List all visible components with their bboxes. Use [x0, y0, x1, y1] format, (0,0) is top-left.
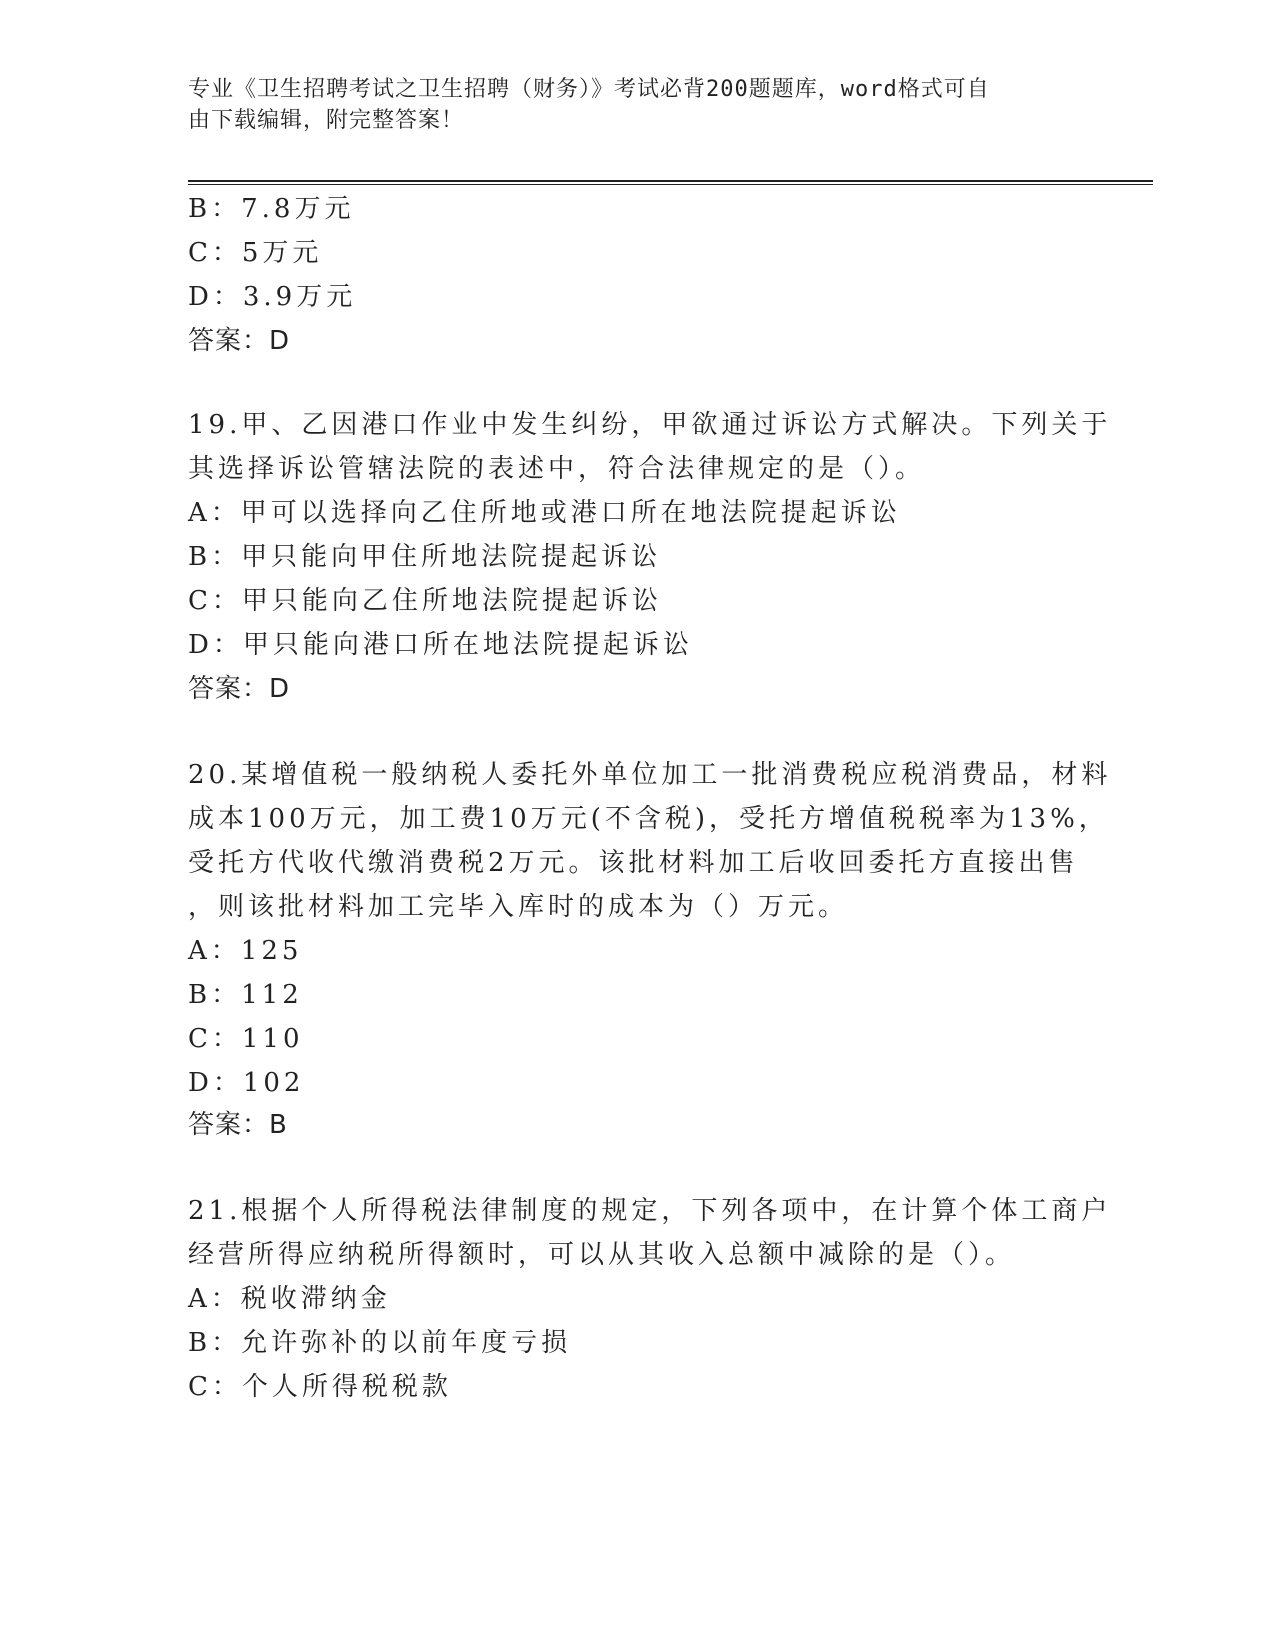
- question-21-text-line-2: 经营所得应纳税所得额时，可以从其收入总额中减除的是（）。: [188, 1240, 1016, 1270]
- answer: 答案：D: [188, 326, 291, 356]
- question-21-option-c: C：个人所得税税款: [188, 1372, 452, 1402]
- question-20-option-b: B：112: [188, 980, 303, 1010]
- question-20-answer: 答案：B: [188, 1110, 288, 1140]
- option-c: C：5万元: [188, 238, 323, 268]
- question-20-option-d: D：102: [188, 1068, 305, 1098]
- question-19-answer: 答案：D: [188, 674, 291, 704]
- question-20-text-line-2: 成本100万元，加工费10万元(不含税)，受托方增值税税率为13%，: [188, 804, 1109, 834]
- header-title-line-1: 专业《卫生招聘考试之卫生招聘（财务）》考试必背200题题库，word格式可自: [188, 77, 990, 102]
- question-20-option-c: C：110: [188, 1024, 304, 1054]
- document-header: [188, 74, 1068, 136]
- question-19-option-c: C：甲只能向乙住所地法院提起诉讼: [188, 586, 662, 616]
- question-20-text-line-1: 20.某增值税一般纳税人委托外单位加工一批消费税应税消费品，材料: [188, 760, 1112, 790]
- question-19-text-line-2: 其选择诉讼管辖法院的表述中，符合法律规定的是（）。: [188, 454, 926, 484]
- question-21-option-b: B：允许弥补的以前年度亏损: [188, 1328, 572, 1358]
- header-divider-thin: [188, 184, 1153, 185]
- header-title-line-2: 由下载编辑，附完整答案！: [188, 108, 465, 133]
- question-20-text-line-3: 受托方代收代缴消费税2万元。该批材料加工后收回委托方直接出售: [188, 848, 1079, 878]
- question-19-option-a: A：甲可以选择向乙住所地或港口所在地法院提起诉讼: [188, 498, 901, 528]
- option-d: D：3.9万元: [188, 282, 357, 312]
- question-21-text-line-1: 21.根据个人所得税法律制度的规定，下列各项中，在计算个体工商户: [188, 1196, 1112, 1226]
- question-21-option-a: A：税收滞纳金: [188, 1284, 391, 1314]
- option-b: B：7.8万元: [188, 194, 355, 224]
- question-19-option-d: D：甲只能向港口所在地法院提起诉讼: [188, 630, 693, 660]
- header-divider: [188, 180, 1153, 182]
- question-19-text-line-1: 19.甲、乙因港口作业中发生纠纷，甲欲通过诉讼方式解决。下列关于: [188, 410, 1112, 440]
- question-20-text-line-4: ，则该批材料加工完毕入库时的成本为（）万元。: [188, 892, 849, 922]
- question-20-option-a: A：125: [188, 936, 303, 966]
- question-19-option-b: B：甲只能向甲住所地法院提起诉讼: [188, 542, 662, 572]
